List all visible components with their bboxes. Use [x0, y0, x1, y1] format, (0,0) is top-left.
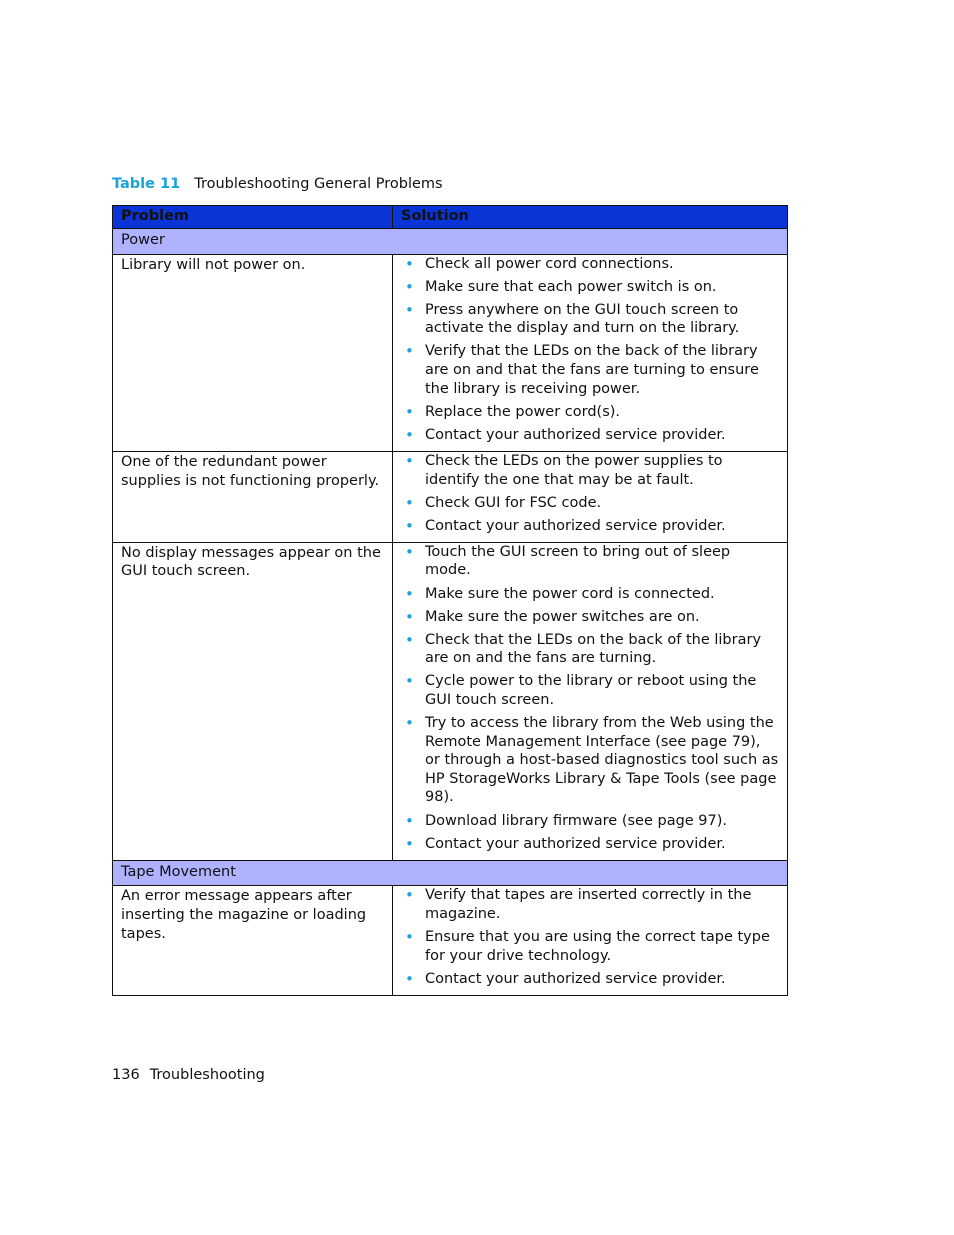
solution-item [401, 928, 779, 965]
solution-item [401, 608, 779, 627]
solution-item [401, 403, 779, 422]
solution-text: Cycle power to the library or reboot using the GUI touch screen. [425, 673, 757, 708]
solution-cell [393, 886, 788, 995]
section-row [113, 860, 788, 886]
bullet-icon: • [405, 584, 414, 603]
solution-text: Replace the power cord(s). [425, 403, 621, 420]
solution-item [401, 886, 779, 923]
bullet-icon: • [405, 607, 414, 626]
solution-item [401, 714, 779, 807]
solution-item [401, 255, 779, 274]
solution-text: Verify that tapes are inserted correctly in the magazine. [425, 887, 752, 922]
solution-list [401, 255, 779, 445]
table-title: Troubleshooting General Problems [194, 176, 443, 192]
bullet-icon: • [405, 928, 414, 946]
solution-item [401, 970, 779, 989]
solution-item [401, 494, 779, 513]
bullet-icon: • [405, 402, 414, 421]
problem-cell: No display messages appear on the GUI touch screen. [113, 542, 393, 860]
solution-cell [393, 254, 788, 451]
header-problem: Problem [113, 206, 393, 229]
table-number: Table 11 [112, 176, 181, 192]
problem-cell: Library will not power on. [113, 254, 393, 451]
solution-text: Verify that the LEDs on the back of the library are on and that the fans are turning to ensure the library is receiving power. [425, 343, 759, 397]
bullet-icon: • [405, 516, 414, 535]
solution-text: Download library firmware (see page 97). [425, 812, 728, 829]
table-row [113, 254, 788, 451]
solution-item [401, 631, 779, 668]
solution-item [401, 452, 779, 489]
solution-cell [393, 451, 788, 542]
header-solution: Solution [393, 206, 788, 229]
section-row [113, 229, 788, 255]
solution-text: Press anywhere on the GUI touch screen to activate the display and turn on the library. [425, 301, 740, 337]
table-row [113, 886, 788, 995]
page-number: 136 [112, 1067, 140, 1083]
solution-text: Try to access the library from the Web using the Remote Management Interface (see page 79), or through a host-based diagnostics tool such as HP StorageWorks Library & Tape Tools (see page 98). [425, 715, 779, 806]
solution-item [401, 672, 779, 709]
bullet-icon: • [405, 300, 414, 319]
problem-cell: An error message appears after inserting the magazine or loading tapes. [113, 886, 393, 995]
solution-item [401, 812, 779, 831]
solution-cell [393, 542, 788, 860]
table-caption [112, 176, 443, 192]
solution-text: Check the LEDs on the power supplies to identify the one that may be at fault. [425, 452, 723, 488]
solution-text: Contact your authorized service provider. [425, 835, 726, 852]
table-body [113, 229, 788, 996]
bullet-icon: • [405, 714, 414, 733]
solution-text: Check all power cord connections. [425, 255, 674, 272]
section-title: Power [113, 229, 788, 255]
bullet-icon: • [405, 811, 414, 830]
bullet-icon: • [405, 542, 414, 561]
solution-text: Ensure that you are using the correct tape type for your drive technology. [425, 929, 770, 964]
troubleshooting-table [112, 205, 788, 996]
bullet-icon: • [405, 834, 414, 853]
solution-item [401, 342, 779, 398]
solution-list [401, 886, 779, 988]
bullet-icon: • [405, 886, 414, 905]
solution-text: Check GUI for FSC code. [425, 494, 602, 511]
solution-item [401, 543, 779, 580]
solution-item [401, 517, 779, 536]
bullet-icon: • [405, 969, 414, 988]
bullet-icon: • [405, 493, 414, 512]
page-footer [112, 1067, 265, 1083]
bullet-icon: • [405, 672, 414, 691]
solution-list [401, 543, 779, 853]
table-row [113, 542, 788, 860]
solution-text: Make sure the power switches are on. [425, 608, 700, 625]
solution-item [401, 301, 779, 338]
solution-text: Check that the LEDs on the back of the library are on and the fans are turning. [425, 631, 762, 667]
solution-item [401, 835, 779, 854]
solution-text: Contact your authorized service provider. [425, 426, 726, 443]
bullet-icon: • [405, 342, 414, 361]
bullet-icon: • [405, 254, 414, 273]
table-row [113, 451, 788, 542]
bullet-icon: • [405, 630, 414, 649]
solution-text: Contact your authorized service provider. [425, 970, 726, 987]
bullet-icon: • [405, 277, 414, 296]
solution-item [401, 585, 779, 604]
table-header-row [113, 206, 788, 229]
solution-text: Make sure that each power switch is on. [425, 278, 717, 295]
section-title: Tape Movement [113, 860, 788, 886]
solution-item [401, 278, 779, 297]
solution-item [401, 426, 779, 445]
footer-section: Troubleshooting [149, 1067, 265, 1083]
solution-text: Touch the GUI screen to bring out of sleep mode. [425, 543, 731, 579]
problem-cell: One of the redundant power supplies is not functioning properly. [113, 451, 393, 542]
bullet-icon: • [405, 425, 414, 444]
solution-text: Make sure the power cord is connected. [425, 585, 715, 602]
solution-list [401, 452, 779, 535]
solution-text: Contact your authorized service provider. [425, 517, 726, 534]
bullet-icon: • [405, 451, 414, 470]
